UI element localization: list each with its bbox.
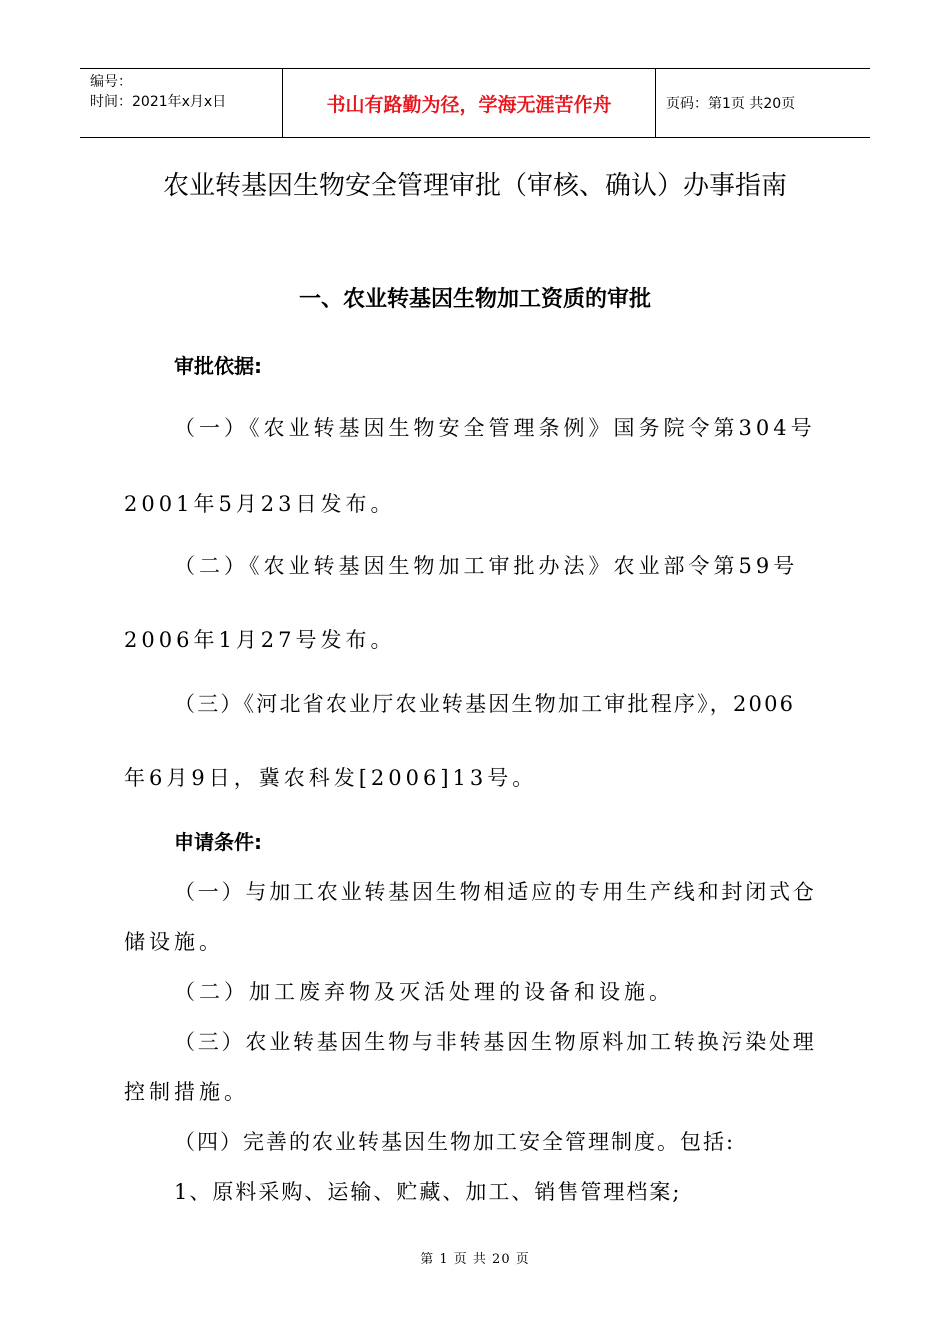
section-title: 一、农业转基因生物加工资质的审批 [298, 287, 651, 312]
condition-4: （四）完善的农业转基因生物加工安全管理制度。包括: [174, 1130, 736, 1154]
basis-2-line2: 2006年1月27号发布。 [124, 628, 396, 652]
condition-3-line1: （三）农业转基因生物与非转基因生物原料加工转换污染处理 [174, 1030, 817, 1054]
basis-2-line1: （二）《农业转基因生物加工审批办法》农业部令第59号 [174, 554, 799, 578]
document-number: 编号： [90, 74, 132, 90]
condition-2: （二）加工废弃物及灭活处理的设备和设施。 [174, 980, 674, 1004]
list-item-1: 1、原料采购、运输、贮藏、加工、销售管理档案; [174, 1180, 682, 1204]
basis-3-line2: 年6月9日，冀农科发[2006]13号。 [124, 766, 538, 790]
condition-1-line2: 储设施。 [124, 930, 224, 954]
page-footer: 第 1 页 共 20 页 [420, 1252, 530, 1267]
document-title: 农业转基因生物安全管理审批（审核、确认）办事指南 [162, 171, 787, 201]
basis-label: 审批依据: [174, 354, 262, 378]
basis-3-line1: （三）《河北省农业厅农业转基因生物加工审批程序》，2006 [174, 692, 796, 716]
condition-1-line1: （一）与加工农业转基因生物相适应的专用生产线和封闭式仓 [174, 880, 817, 904]
basis-1-line1: （一）《农业转基因生物安全管理条例》国务院令第304号 [174, 416, 816, 440]
document-time: 时间：2021年x月x日 [90, 94, 227, 110]
header-page-number: 页码：第1页 共20页 [666, 96, 796, 112]
header-motto: 书山有路勤为径，学海无涯苦作舟 [282, 69, 656, 137]
condition-3-line2: 控制措施。 [124, 1080, 249, 1104]
conditions-label: 申请条件: [174, 830, 262, 854]
header-meta [80, 69, 282, 137]
basis-1-line2: 2001年5月23日发布。 [124, 492, 396, 516]
page-header [80, 68, 870, 138]
